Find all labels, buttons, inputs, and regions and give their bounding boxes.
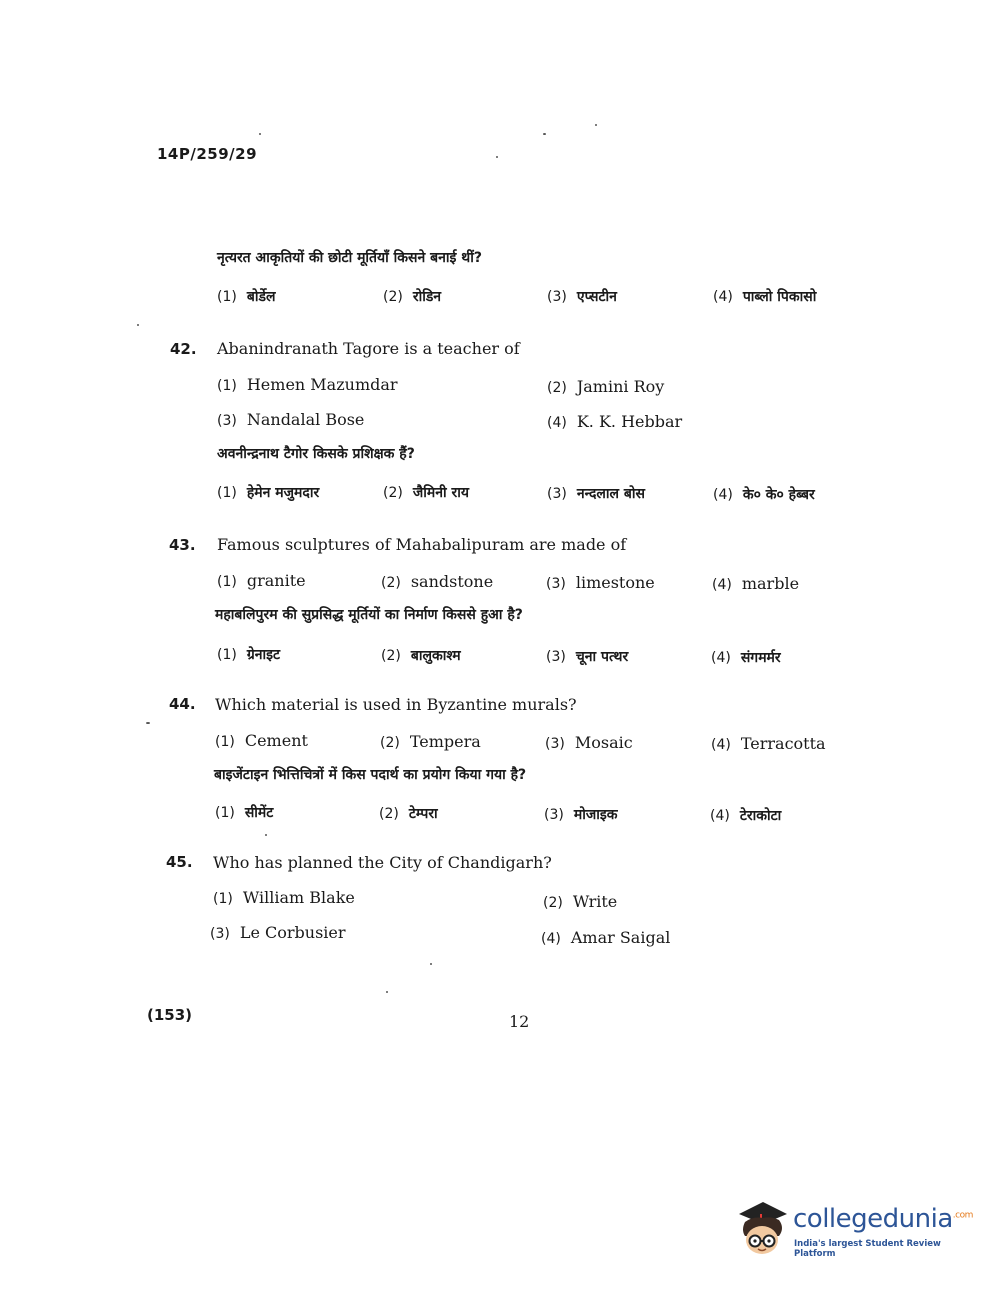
hindi-option-4: (4) के० के० हेब्बर xyxy=(713,487,815,503)
scan-speck xyxy=(259,133,261,135)
question-hindi: महाबलिपुरम की सुप्रसिद्ध मूर्तियों का निर्माण किससे हुआ है? xyxy=(215,607,523,623)
prev-hindi-option-4: (4) पाब्लो पिकासो xyxy=(713,289,817,305)
question-number: 43. xyxy=(169,536,196,554)
option-2: (2) Tempera xyxy=(380,732,481,751)
scan-speck xyxy=(265,834,267,836)
hindi-option-1: (1) सीमेंट xyxy=(215,805,274,821)
question-text: Which material is used in Byzantine murals? xyxy=(215,695,577,714)
option-3: (3) Le Corbusier xyxy=(210,923,346,942)
prev-hindi-option-1: (1) बोर्डेल xyxy=(217,289,276,305)
option-4: (4) marble xyxy=(712,574,800,593)
question-number: 42. xyxy=(170,340,197,358)
logo-tagline: India's largest Student Review Platform xyxy=(794,1239,941,1259)
question-number: 45. xyxy=(166,853,193,871)
scan-speck xyxy=(430,963,432,965)
page-number: 12 xyxy=(509,1012,530,1031)
hindi-option-4: (4) टेराकोटा xyxy=(710,808,782,824)
question-number: 44. xyxy=(169,695,196,713)
prev-hindi-option-3: (3) एप्सटीन xyxy=(547,289,617,305)
option-4: (4) Amar Saigal xyxy=(541,928,671,947)
footer-code: (153) xyxy=(147,1006,193,1024)
hindi-option-2: (2) जैमिनी राय xyxy=(383,485,469,501)
option-2: (2) Jamini Roy xyxy=(547,377,665,396)
student-mascot-icon xyxy=(733,1196,791,1260)
question-hindi: बाइजेंटाइन भित्तिचित्रों में किस पदार्थ का प्रयोग किया गया है? xyxy=(214,767,527,783)
prev-question-hindi: नृत्यरत आकृतियों की छोटी मूर्तियाँ किसने बनाई थीं? xyxy=(217,250,482,266)
hindi-option-4: (4) संगमर्मर xyxy=(711,650,781,666)
paper-code: 14P/259/29 xyxy=(157,145,258,163)
option-1: (1) William Blake xyxy=(213,888,355,907)
option-2: (2) Write xyxy=(543,892,618,911)
hindi-option-2: (2) बालुकाश्म xyxy=(381,648,461,664)
question-text: Famous sculptures of Mahabalipuram are made of xyxy=(217,535,627,554)
option-3: (3) limestone xyxy=(546,573,655,592)
question-text: Abanindranath Tagore is a teacher of xyxy=(217,339,520,358)
option-1: (1) granite xyxy=(217,571,306,590)
option-3: (3) Nandalal Bose xyxy=(217,410,365,429)
hindi-option-1: (1) हेमेन मजुमदार xyxy=(217,485,320,501)
collegedunia-logo xyxy=(733,1196,973,1260)
option-4: (4) K. K. Hebbar xyxy=(547,412,683,431)
question-hindi: अवनीन्द्रनाथ टैगोर किसके प्रशिक्षक हैं? xyxy=(217,446,415,462)
logo-wordmark: collegedunia$^{.com}$ xyxy=(793,1204,973,1234)
hindi-option-3: (3) मोजाइक xyxy=(544,807,618,823)
option-1: (1) Cement xyxy=(215,731,308,750)
prev-hindi-option-2: (2) रोडिन xyxy=(383,289,442,305)
hindi-option-3: (3) नन्दलाल बोस xyxy=(547,486,645,502)
option-4: (4) Terracotta xyxy=(711,734,826,753)
scan-speck xyxy=(146,722,150,724)
scan-speck xyxy=(543,133,546,135)
option-1: (1) Hemen Mazumdar xyxy=(217,375,398,394)
hindi-option-3: (3) चूना पत्थर xyxy=(546,649,629,665)
scan-speck xyxy=(386,991,388,993)
question-text: Who has planned the City of Chandigarh? xyxy=(213,853,552,872)
option-3: (3) Mosaic xyxy=(545,733,633,752)
scan-speck xyxy=(496,156,498,158)
option-2: (2) sandstone xyxy=(381,572,494,591)
scan-speck xyxy=(595,124,597,126)
scan-speck xyxy=(137,324,139,326)
hindi-option-1: (1) ग्रेनाइट xyxy=(217,647,281,663)
hindi-option-2: (2) टेम्परा xyxy=(379,806,438,822)
